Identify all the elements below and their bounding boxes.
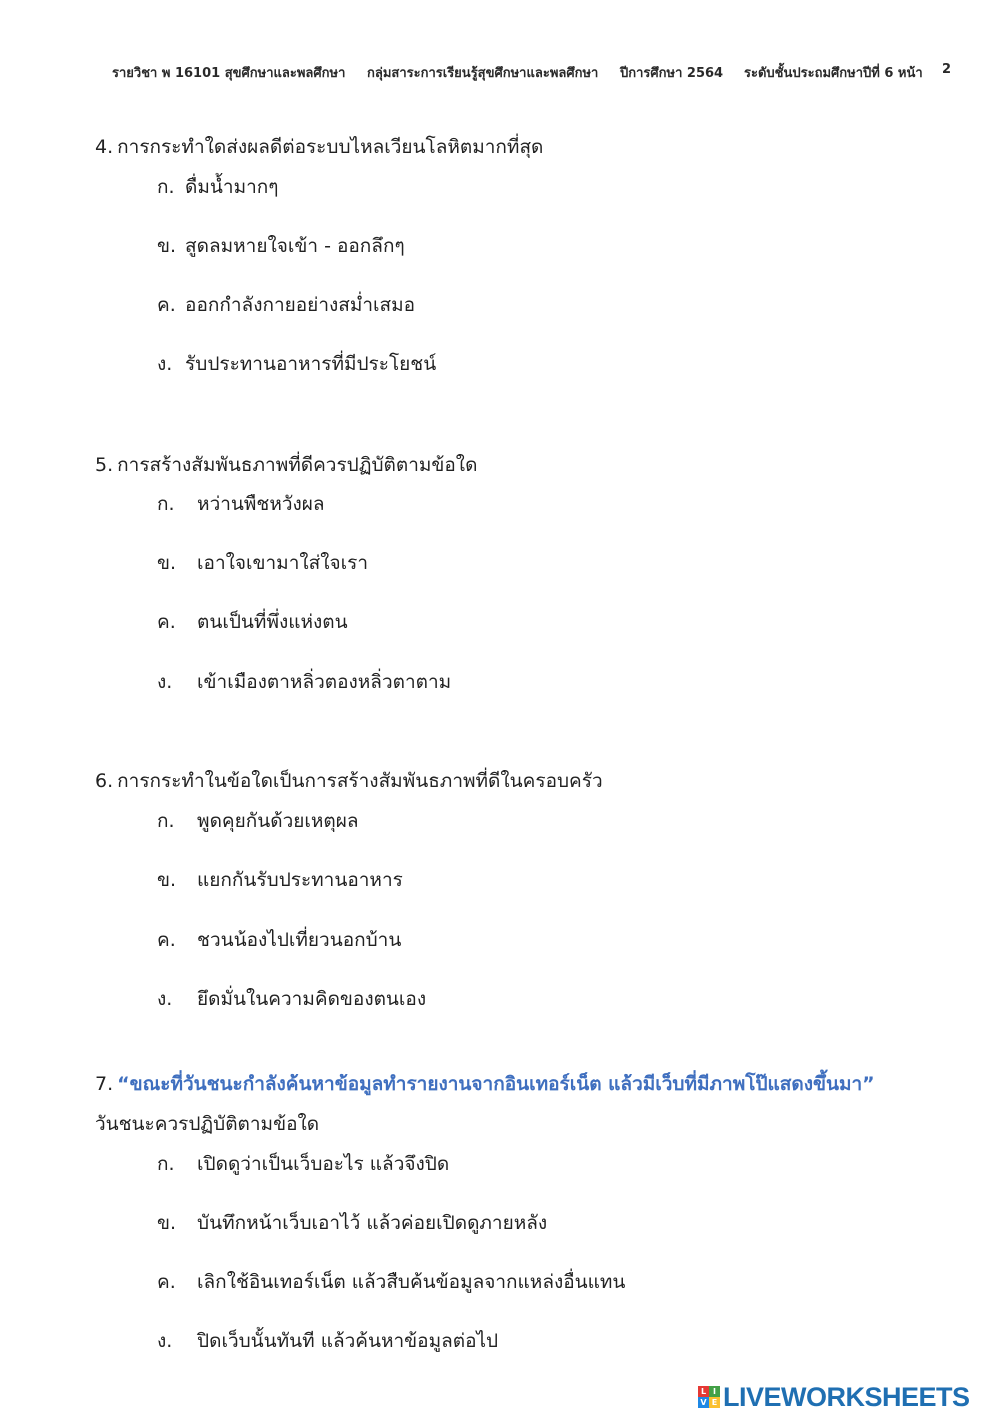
- option-text: แยกกันรับประทานอาหาร: [197, 869, 403, 891]
- option-6-c[interactable]: [157, 925, 401, 955]
- option-letter: ค.: [157, 1271, 176, 1293]
- option-4-a[interactable]: [157, 172, 278, 202]
- question-number: 5.: [95, 454, 114, 476]
- liveworksheets-wordmark: LIVEWORKSHEETS: [723, 1381, 970, 1412]
- question-number: 4.: [95, 136, 114, 158]
- option-text: บันทึกหน้าเว็บเอาไว้ แล้วค่อยเปิดดูภายหลัง: [197, 1212, 548, 1234]
- option-4-b[interactable]: [157, 231, 405, 261]
- option-7-c[interactable]: [157, 1267, 625, 1297]
- option-4-d[interactable]: [157, 349, 436, 379]
- option-letter: ง.: [157, 988, 173, 1010]
- option-letter: ง.: [157, 1330, 173, 1352]
- question-5: [95, 450, 477, 480]
- option-letter: ง.: [157, 353, 173, 375]
- option-letter: ค.: [157, 294, 176, 316]
- option-letter: ง.: [157, 671, 173, 693]
- option-letter: ข.: [157, 1212, 177, 1234]
- question-number: 7.: [95, 1073, 114, 1095]
- option-5-c[interactable]: [157, 607, 348, 637]
- option-text: เปิดดูว่าเป็นเว็บอะไร แล้วจึงปิด: [197, 1153, 450, 1175]
- liveworksheets-brand[interactable]: [698, 1380, 970, 1414]
- question-text: การสร้างสัมพันธภาพที่ดีควรปฏิบัติตามข้อใด: [117, 454, 478, 476]
- option-text: เข้าเมืองตาหลิ่วตองหลิ่วตาตาม: [197, 671, 452, 693]
- logo-letter: E: [709, 1397, 720, 1408]
- question-text: การกระทำใดส่งผลดีต่อระบบไหลเวียนโลหิตมากที่สุด: [117, 136, 544, 158]
- option-letter: ข.: [157, 552, 177, 574]
- option-letter: ก.: [157, 493, 175, 515]
- option-5-a[interactable]: [157, 489, 325, 519]
- option-7-b[interactable]: [157, 1208, 547, 1238]
- liveworksheets-logo-icon: [698, 1386, 720, 1408]
- option-text: ปิดเว็บนั้นทันที แล้วค้นหาข้อมูลต่อไป: [197, 1330, 499, 1352]
- question-number: 6.: [95, 770, 114, 792]
- option-5-d[interactable]: [157, 667, 451, 697]
- option-text: ดื่มน้ำมากๆ: [185, 176, 279, 198]
- option-text: ยึดมั่นในความคิดของตนเอง: [197, 988, 427, 1010]
- option-text: เลิกใช้อินเทอร์เน็ต แล้วสืบค้นข้อมูลจากแหล่งอื่นแทน: [197, 1271, 626, 1293]
- option-text: รับประทานอาหารที่มีประโยชน์: [185, 353, 437, 375]
- option-text: เอาใจเขามาใส่ใจเรา: [197, 552, 369, 574]
- header-subject: รายวิชา พ 16101 สุขศึกษาและพลศึกษา: [112, 66, 346, 81]
- question-7: [95, 1069, 875, 1099]
- option-letter: ก.: [157, 1153, 175, 1175]
- question-scenario-quote: “ขณะที่วันชนะกำลังค้นหาข้อมูลทำรายงานจากอินเทอร์เน็ต แล้วมีเว็บที่มีภาพโป๊แสดงขึ้นมา”: [117, 1073, 875, 1095]
- question-text: การกระทำในข้อใดเป็นการสร้างสัมพันธภาพที่ดีในครอบครัว: [117, 770, 603, 792]
- option-text: หว่านพืชหวังผล: [197, 493, 325, 515]
- header-grade-level: ระดับชั้นประถมศึกษาปีที่ 6 หน้า: [744, 66, 923, 81]
- option-7-a[interactable]: [157, 1149, 449, 1179]
- header-page-number: 2: [942, 62, 952, 77]
- option-text: ออกกำลังกายอย่างสม่ำเสมอ: [185, 294, 416, 316]
- option-letter: ข.: [157, 235, 177, 257]
- logo-letter: I: [709, 1386, 720, 1397]
- option-6-a[interactable]: [157, 806, 359, 836]
- option-text: ชวนน้องไปเที่ยวนอกบ้าน: [197, 929, 402, 951]
- option-letter: ข.: [157, 869, 177, 891]
- option-letter: ก.: [157, 176, 175, 198]
- logo-letter: V: [698, 1397, 709, 1408]
- option-text: สูดลมหายใจเข้า - ออกลึกๆ: [185, 235, 405, 257]
- option-5-b[interactable]: [157, 548, 368, 578]
- logo-letter: L: [698, 1386, 709, 1397]
- option-text: พูดคุยกันด้วยเหตุผล: [197, 810, 359, 832]
- question-7-prompt: วันชนะควรปฏิบัติตามข้อใด: [95, 1113, 320, 1135]
- header-learning-group: กลุ่มสาระการเรียนรู้สุขศึกษาและพลศึกษา: [367, 66, 599, 81]
- option-4-c[interactable]: [157, 290, 415, 320]
- option-letter: ก.: [157, 810, 175, 832]
- option-letter: ค.: [157, 929, 176, 951]
- question-6: [95, 766, 603, 796]
- option-7-d[interactable]: [157, 1326, 498, 1356]
- question-4: [95, 132, 543, 162]
- option-6-d[interactable]: [157, 984, 426, 1014]
- option-letter: ค.: [157, 611, 176, 633]
- header-academic-year: ปีการศึกษา 2564: [620, 66, 724, 81]
- option-text: ตนเป็นที่พึ่งแห่งตน: [197, 611, 348, 633]
- option-6-b[interactable]: [157, 865, 403, 895]
